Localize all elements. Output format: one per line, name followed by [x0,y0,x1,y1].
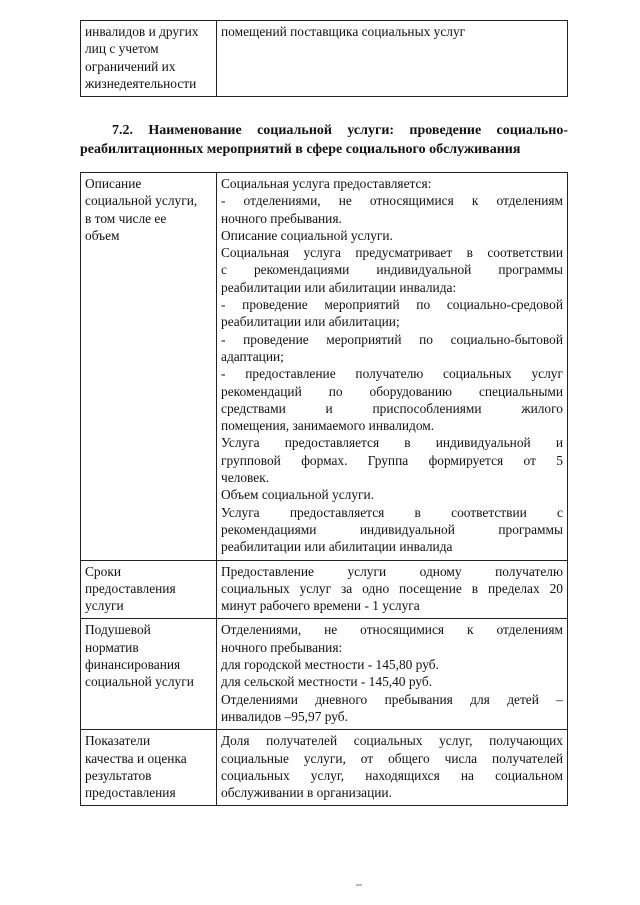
content-line: помещения, занимаемого инвалидом. [221,418,435,434]
row-content-cell [217,173,568,561]
content-line: Отделениями, не относящимися к отделениям [221,622,563,638]
row-content-cell [217,730,568,806]
content-line: социальные услуги, от общего числа получателей [221,750,563,766]
label-line: социальной услуги [85,674,194,690]
label-line: предоставления [85,785,176,801]
label-line: Показатели [85,733,151,749]
row-content-cell [217,619,568,730]
label-line: объем [85,227,120,243]
content-line: - проведение мероприятий по социально-бытовой [221,331,563,347]
row-label-cell [81,560,217,619]
content-line: рекомендациями индивидуальной программы [221,521,563,537]
top-table-fragment [80,20,568,97]
content-line: помещений поставщика социальных услуг [221,24,466,39]
row-label-cell [81,619,217,730]
label-line: норматив [85,639,139,655]
content-line: Социальная услуга предоставляется: [221,176,432,191]
table-row [81,173,568,561]
content-line: Описание социальной услуги. [221,227,393,243]
content-line: адаптации; [221,348,284,364]
heading-line: реабилитационных мероприятий в сфере социального обслуживания [80,142,521,157]
label-line: жизнедеятельности [85,75,197,91]
label-line: ограничений их [85,58,176,74]
content-line: - отделениями, не относящимися к отделениям [221,193,563,209]
content-line: Отделениями дневного пребывания для детей – [221,691,563,707]
label-line: в том числе ее [85,210,167,226]
content-line: ночного пребывания: [221,639,343,655]
table-row [81,619,568,730]
content-line: реабилитации или абилитации инвалида [221,539,453,555]
content-line: реабилитации или абилитации инвалида: [221,279,457,295]
content-line: реабилитации или абилитации; [221,314,400,330]
content-line: человек. [221,470,270,486]
table-row [81,560,568,619]
content-line: Услуга предоставляется в соответствии с [221,504,563,520]
label-line: услуги [85,598,124,614]
content-line: групповой формах. Группа формируется от 5 [221,452,563,468]
row-label-cell [81,21,217,97]
section-heading [80,121,568,159]
content-line: для городской местности - 145,80 руб. [221,657,439,673]
content-line: ночного пребывания. [221,210,342,226]
row-content-cell [217,560,568,619]
label-line: Подушевой [85,622,151,638]
label-line: инвалидов и других [85,24,199,39]
row-label-cell [81,730,217,806]
content-line: Доля получателей социальных услуг, получающих [221,733,563,749]
content-line: Социальная услуга предусматривает в соответствии [221,245,563,261]
row-label-cell [81,173,217,561]
label-line: результатов [85,767,152,783]
content-line: рекомендаций по оборудованию специальными [221,383,563,399]
label-line: финансирования [85,657,181,673]
label-line: лиц с учетом [85,41,159,57]
scan-mark [356,884,362,886]
content-line: - предоставление получателю социальных услуг [221,366,563,382]
heading-line: 7.2. Наименование социальной услуги: проведение социально- [112,123,568,138]
content-line: социальных услуг, находящихся на социальном [221,767,563,783]
row-content-cell [217,21,568,97]
label-line: Сроки [85,563,121,579]
content-line: для сельской местности - 145,40 руб. [221,674,433,690]
content-line: минут рабочего времени - 1 услуга [221,598,420,614]
content-line: Предоставление услуги одному получателю [221,563,563,579]
label-line: качества и оценка [85,750,187,766]
table-row [81,21,568,97]
content-line: средствами и приспособлениями жилого [221,400,563,416]
service-table [80,172,568,806]
table-row [81,730,568,806]
content-line: Объем социальной услуги. [221,487,375,503]
content-line: обслуживании в организации. [221,785,392,801]
label-line: Описание [85,176,142,191]
content-line: социальных услуг за одно посещение в пределах 20 [221,580,563,596]
content-line: Услуга предоставляется в индивидуальной и [221,435,563,451]
label-line: социальной услуги, [85,193,198,209]
content-line: с рекомендациями индивидуальной программы [221,262,563,278]
content-line: инвалидов –95,97 руб. [221,708,348,724]
label-line: предоставления [85,580,176,596]
content-line: - проведение мероприятий по социально-средовой [221,297,563,313]
